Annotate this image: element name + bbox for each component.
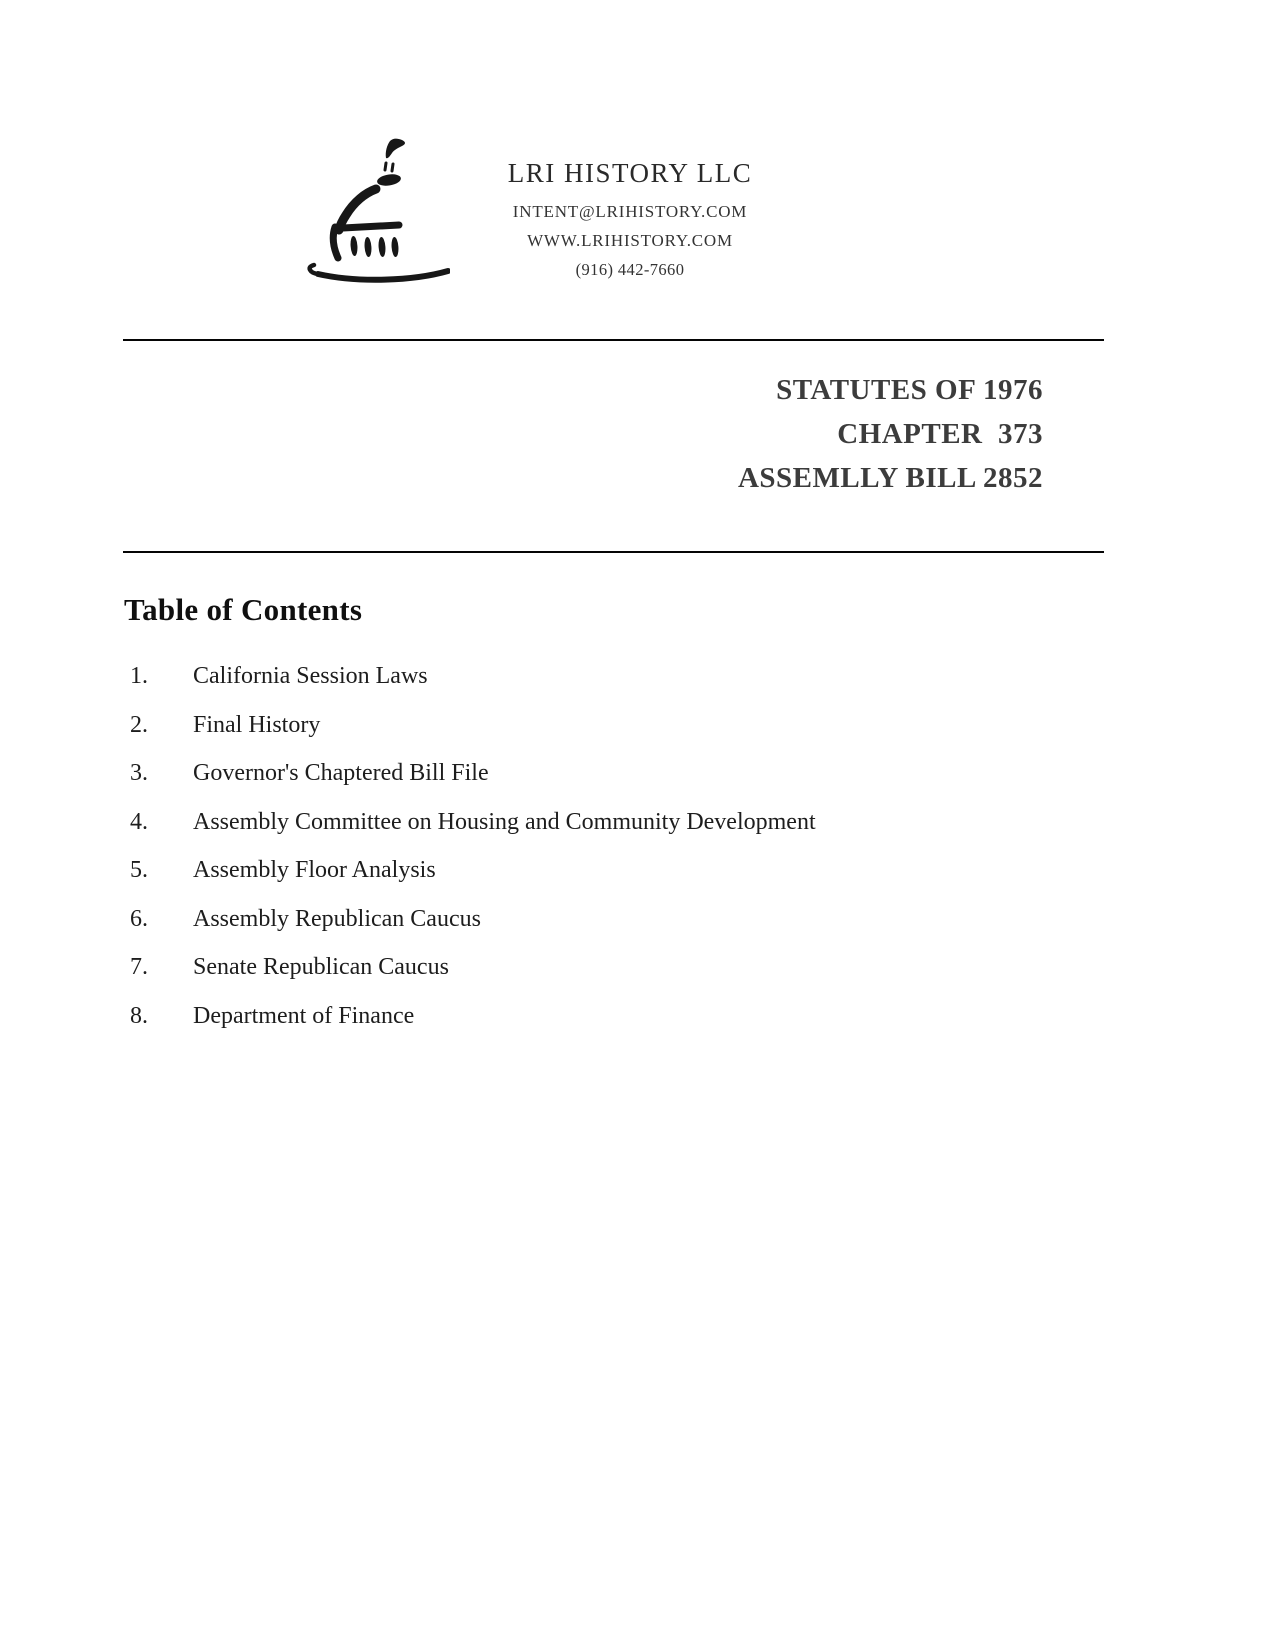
toc-item-label: Senate Republican Caucus: [193, 954, 449, 980]
company-name: LRI HISTORY LLC: [507, 158, 753, 188]
toc-item-label: Department of Finance: [193, 1002, 415, 1029]
toc-item-number: 5.: [130, 857, 148, 883]
toc-item: [130, 953, 816, 982]
toc-item-number: 6.: [130, 905, 148, 932]
toc-item: [130, 808, 816, 837]
toc-item-number: 2.: [130, 711, 148, 738]
toc-item: [130, 759, 816, 788]
toc-item-label: Assembly Republican Caucus: [193, 905, 481, 932]
letterhead: [455, 158, 805, 280]
toc-item-label: Governor's Chaptered Bill File: [193, 760, 489, 786]
toc-item-label: Assembly Floor Analysis: [193, 857, 436, 883]
company-email: INTENT@LRIHISTORY.COM: [512, 202, 748, 221]
toc-heading: Table of Contents: [124, 592, 363, 627]
capitol-dome-logo-icon: [298, 133, 450, 293]
toc-item: [130, 711, 816, 740]
toc-item-number: 8.: [130, 1002, 148, 1029]
toc-item: [130, 662, 816, 691]
toc-item-number: 4.: [130, 808, 148, 835]
company-website: WWW.LRIHISTORY.COM: [527, 231, 733, 250]
toc-item-number: 1.: [130, 663, 148, 689]
bill-line: ASSEMLLY BILL 2852: [737, 462, 1043, 494]
divider-top: [123, 339, 1104, 341]
toc-item-label: Assembly Committee on Housing and Community Development: [193, 808, 816, 835]
toc-item-label: California Session Laws: [193, 663, 428, 689]
chapter-line: CHAPTER 373: [837, 418, 1043, 450]
toc-item-number: 3.: [130, 760, 148, 786]
toc-list: [130, 662, 816, 1050]
company-phone: (916) 442-7660: [575, 260, 685, 279]
toc-item-label: Final History: [193, 711, 321, 738]
toc-item-number: 7.: [130, 954, 148, 980]
toc-item: [130, 1002, 816, 1031]
divider-bottom: [123, 551, 1104, 553]
statutes-line: STATUTES OF 1976: [776, 374, 1043, 406]
toc-item: [130, 905, 816, 934]
statute-title-block: [0, 368, 1043, 500]
toc-item: [130, 856, 816, 885]
